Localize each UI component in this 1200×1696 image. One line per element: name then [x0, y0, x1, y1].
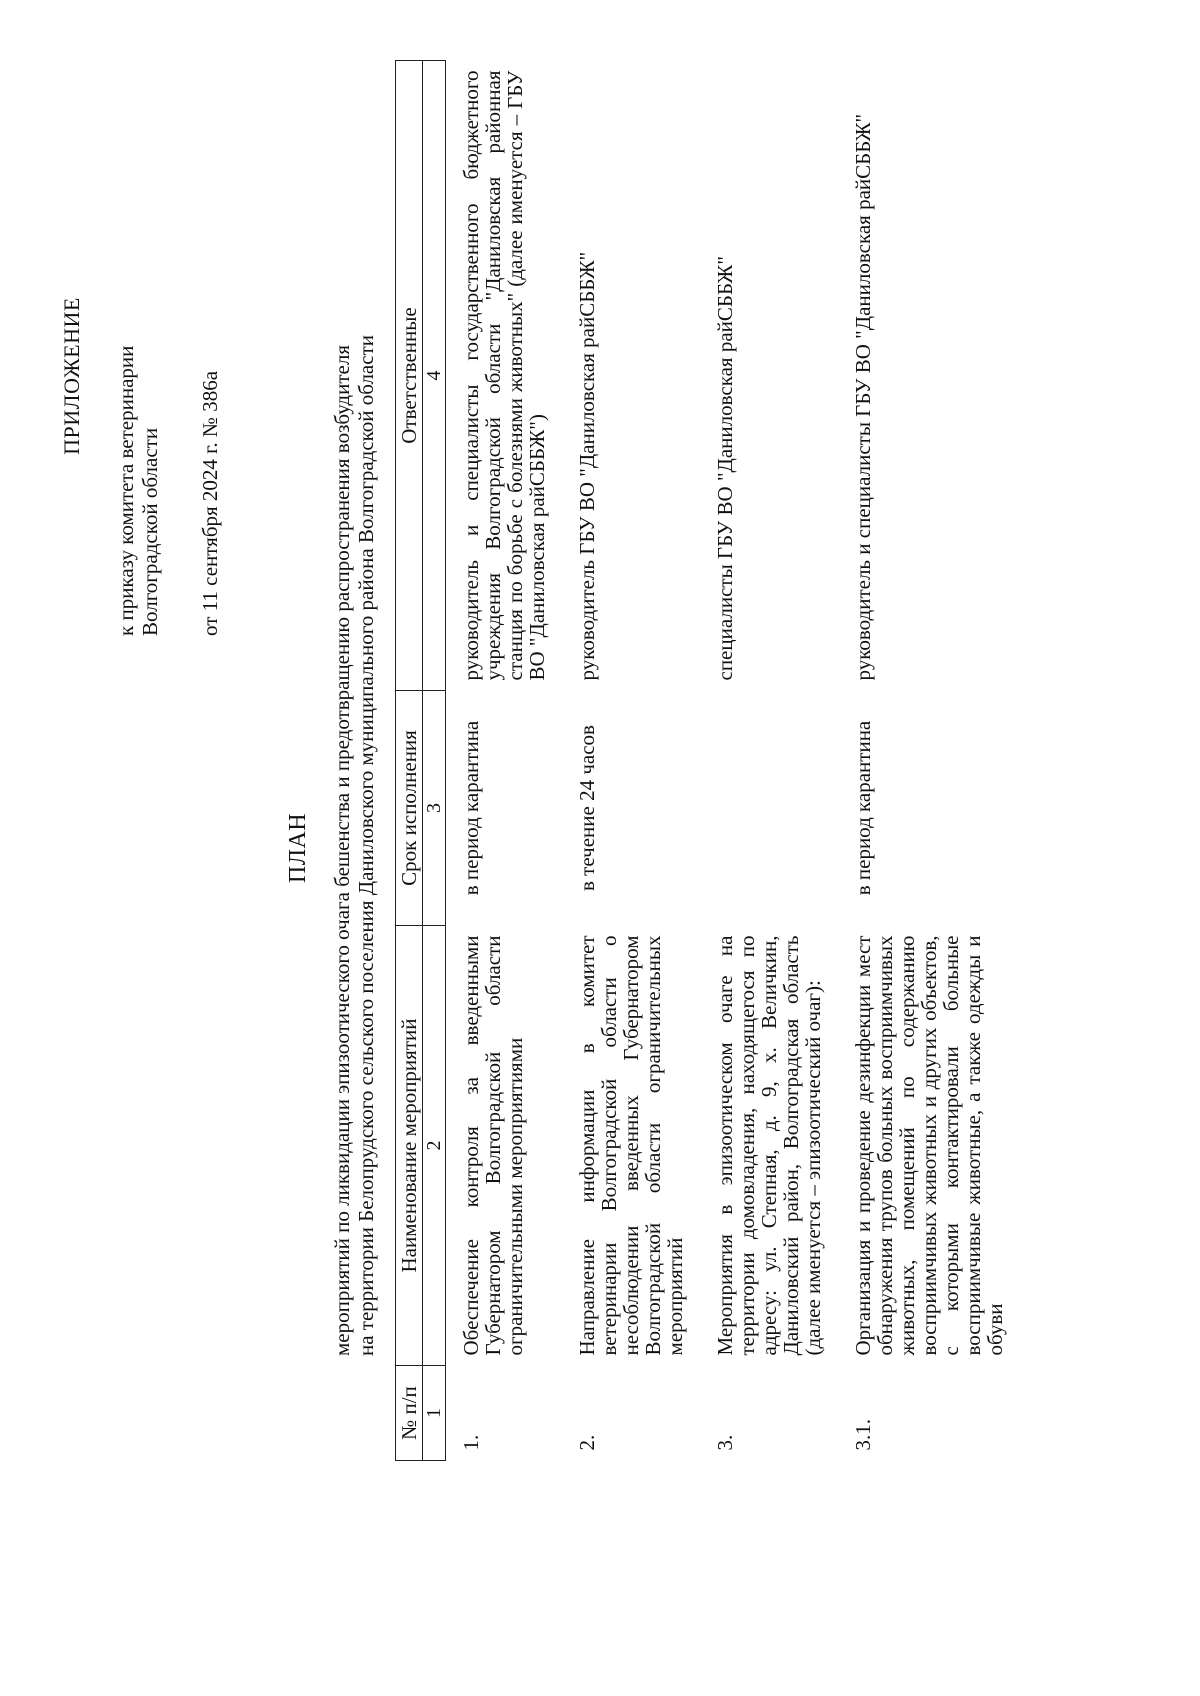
table-row	[838, 61, 1020, 1461]
table-header-row	[396, 61, 423, 1461]
row-responsible: руководитель ГБУ ВО "Даниловская райСББЖ"	[575, 251, 599, 681]
plan-title: ПЛАН	[285, 812, 311, 884]
row-term: в период карантина	[459, 720, 483, 896]
row-responsible: руководитель и специалисты государственного бюджетного учреждения Волгоградской области "Даниловская районная станция по борьбе с болезнями животных" (далее именуется – ГБУ ВО "Даниловская райСББЖ")	[459, 70, 549, 681]
table-row	[700, 61, 838, 1461]
column-number: 2	[423, 926, 446, 1366]
row-name: Организация и проведение дезинфекции мест обнаружения трупов больных восприимчивых животных, помещений по содержанию восприимчивых животных и других объектов, с которыми контактировали больные восприимчивые животные, а также одежды и обуви	[851, 935, 1007, 1356]
row-responsible: специалисты ГБУ ВО "Даниловская райСББЖ"	[713, 256, 737, 681]
column-number: 4	[423, 61, 446, 691]
row-num: 2.	[575, 1434, 599, 1451]
row-num: 3.1.	[851, 1419, 875, 1451]
column-number-row	[423, 61, 446, 1461]
subtitle-line-2: на территории Белопрудского сельского поселения Даниловского муниципального района Волгоградской области	[354, 335, 378, 1356]
row-name: Направление информации в комитет ветеринарии Волгоградской области о несоблюдении введенных Губернатором Волгоградской области ограничительных мероприятий	[575, 935, 687, 1356]
row-term	[700, 691, 838, 926]
order-line-2: Волгоградской области	[138, 427, 162, 636]
subtitle-line-1: мероприятий по ликвидации эпизоотического очага бешенства и предотвращению распространения возбудителя	[330, 345, 354, 1356]
order-date: от 11 сентября 2024 г. № 386а	[198, 370, 222, 636]
header-responsible: Ответственные	[396, 61, 423, 691]
column-number: 1	[423, 1366, 446, 1461]
plan-table	[395, 60, 1020, 1461]
header-term: Срок исполнения	[396, 691, 423, 926]
plan-subtitle	[330, 56, 378, 1356]
row-term: в течение 24 часов	[575, 725, 599, 891]
appendix-header	[60, 116, 222, 636]
row-responsible: руководитель и специалисты ГБУ ВО "Даниловская райСББЖ"	[851, 113, 875, 681]
row-name: Обеспечение контроля за введенными Губернатором Волгоградской области ограничительными мероприятиями	[459, 935, 527, 1356]
row-num: 1.	[459, 1434, 483, 1451]
order-line-1: к приказу комитета ветеринарии	[114, 345, 138, 636]
table-row	[562, 61, 700, 1461]
header-num: № п/п	[396, 1366, 423, 1461]
row-term: в период карантина	[851, 720, 875, 896]
appendix-title: ПРИЛОЖЕНИЕ	[59, 297, 84, 455]
row-num: 3.	[713, 1434, 737, 1451]
header-name: Наименование мероприятий	[396, 926, 423, 1366]
table-row	[446, 61, 563, 1461]
column-number: 3	[423, 691, 446, 926]
row-name: Мероприятия в эпизоотическом очаге на территории домовладения, находящегося по адресу: ул. Степная, д. 9, х. Величкин, Даниловский район, Волгоградская область (далее именуется – эпизоотический очаг):	[713, 935, 825, 1356]
